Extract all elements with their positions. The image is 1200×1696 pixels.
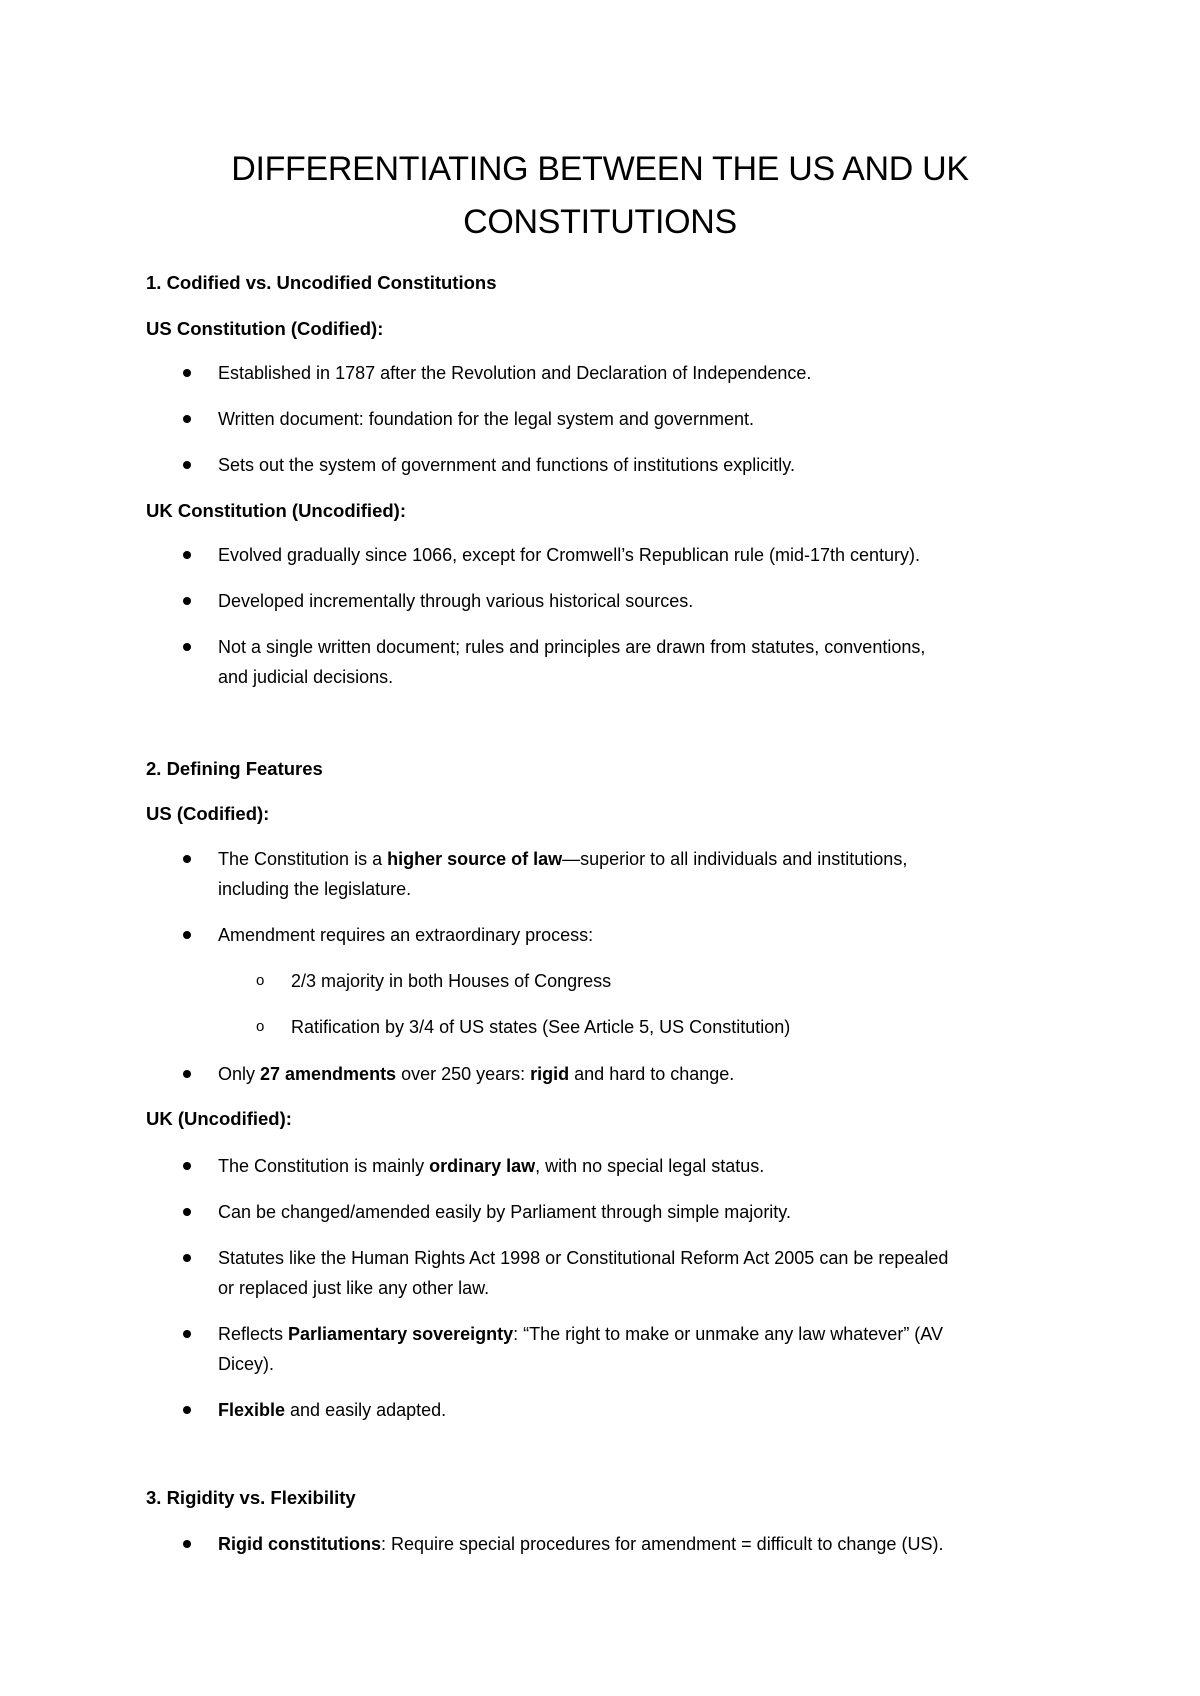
list-item: Not a single written document; rules and principles are drawn from statutes, conventions,	[218, 637, 926, 657]
list-item	[218, 1399, 446, 1421]
list-item	[218, 1323, 943, 1345]
list-item	[218, 848, 907, 870]
list-item	[218, 1533, 943, 1555]
us-constitution-subheading: US Constitution (Codified):	[146, 318, 384, 339]
list-item: Amendment requires an extraordinary process:	[218, 925, 594, 945]
text-span: Only	[218, 1064, 261, 1084]
list-item-continuation: or replaced just like any other law.	[218, 1278, 490, 1298]
emphasis-text: Parliamentary sovereignty	[288, 1324, 514, 1344]
sub-bullet-icon: o	[256, 1018, 265, 1035]
bullet-icon	[183, 415, 191, 423]
bullet-icon	[183, 369, 191, 377]
us-codified-subheading: US (Codified):	[146, 803, 270, 824]
emphasis-text: higher source of law	[387, 849, 563, 869]
bullet-icon	[183, 1254, 191, 1262]
text-span: : Require special procedures for amendment = difficult to change (US).	[380, 1534, 944, 1554]
section-3-heading: 3. Rigidity vs. Flexibility	[146, 1487, 356, 1508]
list-item: Evolved gradually since 1066, except for Cromwell’s Republican rule (mid-17th century).	[218, 545, 920, 565]
emphasis-text: 27 amendments	[260, 1064, 397, 1084]
text-span: and easily adapted.	[285, 1400, 447, 1420]
text-span: and hard to change.	[569, 1064, 735, 1084]
bullet-icon	[183, 931, 191, 939]
list-item: Written document: foundation for the legal system and government.	[218, 409, 754, 429]
bullet-icon	[183, 1406, 191, 1414]
sub-bullet-icon: o	[256, 972, 265, 989]
list-item: Can be changed/amended easily by Parliament through simple majority.	[218, 1202, 791, 1222]
emphasis-text: ordinary law	[429, 1156, 536, 1176]
list-item: Statutes like the Human Rights Act 1998 or Constitutional Reform Act 2005 can be repealed	[218, 1248, 949, 1268]
page-title-line-1: DIFFERENTIATING BETWEEN THE US AND UK	[231, 150, 969, 188]
bullet-icon	[183, 1070, 191, 1078]
bullet-icon	[183, 1162, 191, 1170]
text-span: over 250 years:	[396, 1064, 531, 1084]
bullet-icon	[183, 855, 191, 863]
list-item	[218, 1063, 734, 1085]
uk-uncodified-subheading: UK (Uncodified):	[146, 1108, 292, 1129]
text-span: The Constitution is mainly	[218, 1156, 430, 1176]
bullet-icon	[183, 597, 191, 605]
list-item: Developed incrementally through various historical sources.	[218, 591, 694, 611]
list-item-continuation: and judicial decisions.	[218, 667, 394, 687]
text-span: —superior to all individuals and institutions,	[562, 849, 908, 869]
list-item-continuation: Dicey).	[218, 1354, 275, 1374]
bullet-icon	[183, 551, 191, 559]
text-span: : “The right to make or unmake any law whatever” (AV	[513, 1324, 943, 1344]
list-item-continuation: including the legislature.	[218, 879, 412, 899]
list-item	[218, 1155, 764, 1177]
text-span: , with no special legal status.	[535, 1156, 765, 1176]
bullet-icon	[183, 643, 191, 651]
emphasis-text: Flexible	[218, 1400, 286, 1420]
uk-constitution-subheading: UK Constitution (Uncodified):	[146, 500, 406, 521]
sub-list-item: Ratification by 3/4 of US states (See Article 5, US Constitution)	[291, 1017, 791, 1037]
sub-list-item: 2/3 majority in both Houses of Congress	[291, 971, 612, 991]
section-1-heading: 1. Codified vs. Uncodified Constitutions	[146, 272, 497, 293]
bullet-icon	[183, 461, 191, 469]
bullet-icon	[183, 1330, 191, 1338]
bullet-icon	[183, 1208, 191, 1216]
section-2-heading: 2. Defining Features	[146, 758, 323, 779]
text-span: The Constitution is a	[218, 849, 388, 869]
page-title-line-2: CONSTITUTIONS	[463, 203, 737, 241]
list-item: Established in 1787 after the Revolution and Declaration of Independence.	[218, 363, 812, 383]
emphasis-text: Rigid constitutions	[218, 1534, 381, 1554]
bullet-icon	[183, 1540, 191, 1548]
text-span: Reflects	[218, 1324, 289, 1344]
list-item: Sets out the system of government and functions of institutions explicitly.	[218, 455, 795, 475]
emphasis-text: rigid	[530, 1064, 570, 1084]
